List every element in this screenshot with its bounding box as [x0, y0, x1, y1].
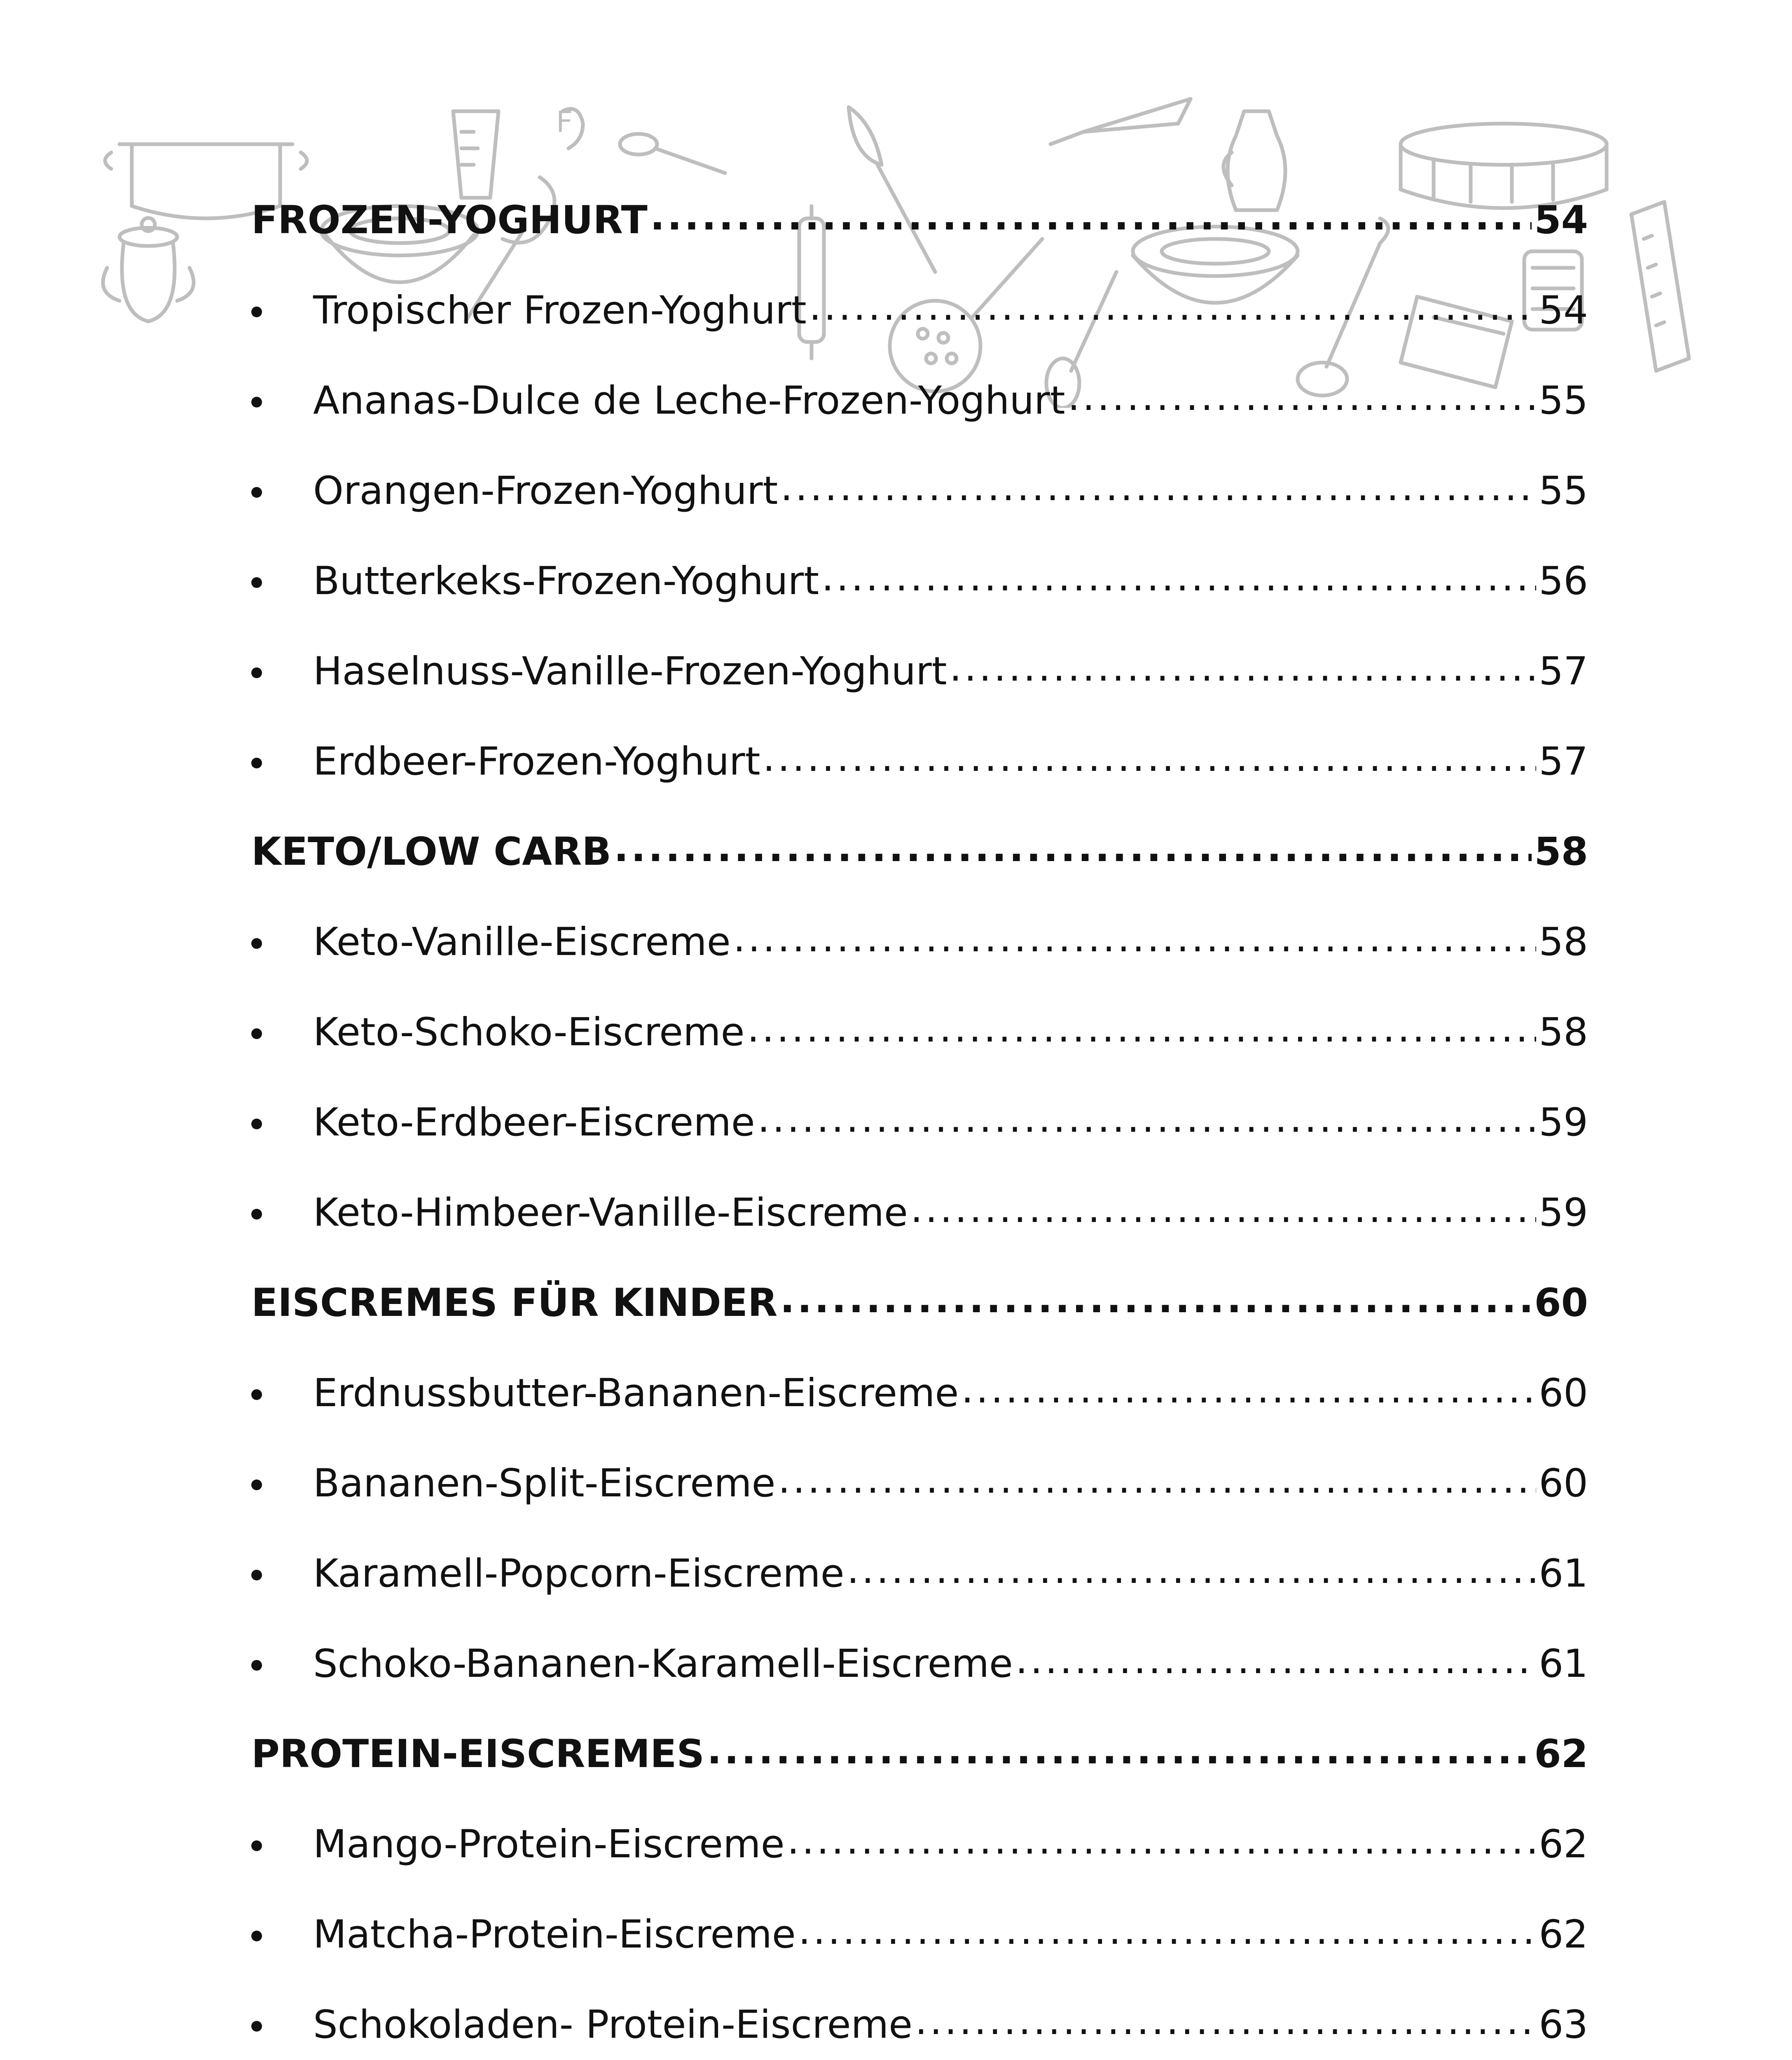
- bullet-icon: [251, 577, 262, 588]
- toc-page-number: 57: [1539, 648, 1588, 694]
- toc-page-number: 59: [1539, 1190, 1588, 1235]
- toc-page-number: 57: [1539, 739, 1588, 784]
- toc-page-number: 58: [1534, 829, 1588, 874]
- bullet-icon: [251, 1660, 262, 1671]
- toc-entry[interactable]: [251, 1348, 1588, 1438]
- bullet-icon: [251, 758, 262, 768]
- dot-leader: [915, 2004, 1536, 2046]
- grater-icon: [1631, 202, 1689, 371]
- toc-entry-title: Butterkeks-Frozen-Yoghurt: [313, 558, 819, 604]
- toc-entry[interactable]: [251, 536, 1588, 626]
- toc-entry[interactable]: [251, 1799, 1588, 1889]
- toc-page-number: 62: [1539, 1912, 1588, 1957]
- toc-entry-title: Bananen-Split-Eiscreme: [313, 1461, 776, 1506]
- toc-page-number: 56: [1539, 558, 1588, 604]
- bullet-icon: [251, 667, 262, 678]
- toc-entry[interactable]: [251, 1529, 1588, 1619]
- toc-entry[interactable]: [251, 1438, 1588, 1529]
- toc-entry-title: Erdbeer-Frozen-Yoghurt: [313, 739, 760, 784]
- knife-icon: [1050, 99, 1191, 144]
- bullet-icon: [251, 1389, 262, 1400]
- toc-entry-title: Orangen-Frozen-Yoghurt: [313, 468, 778, 513]
- dot-leader: [780, 471, 1536, 512]
- dot-leader: [961, 1373, 1536, 1414]
- toc-entry[interactable]: [251, 265, 1588, 356]
- toc-section-heading[interactable]: [251, 175, 1588, 265]
- toc-entry-title: Schoko-Bananen-Karamell-Eiscreme: [313, 1641, 1013, 1686]
- bullet-icon: [251, 1570, 262, 1580]
- dot-leader: [821, 561, 1536, 602]
- toc-entry-title: Keto-Erdbeer-Eiscreme: [313, 1100, 755, 1145]
- dot-leader: [780, 1283, 1532, 1324]
- dot-leader: [798, 1914, 1537, 1955]
- toc-page-number: 58: [1539, 1009, 1588, 1055]
- toc-section-heading[interactable]: [251, 807, 1588, 897]
- bullet-icon: [251, 2021, 262, 2032]
- toc-entry-title: Mango-Protein-Eiscreme: [313, 1821, 785, 1867]
- toc-entry[interactable]: [251, 446, 1588, 536]
- toc-page-number: 61: [1539, 1641, 1588, 1686]
- bullet-icon: [251, 1931, 262, 1941]
- toc-page-number: 60: [1534, 1280, 1588, 1325]
- toc-entry[interactable]: [251, 1889, 1588, 1980]
- dot-leader: [763, 741, 1537, 782]
- toc-page-number: 63: [1539, 2002, 1588, 2047]
- toc-page-number: 60: [1539, 1370, 1588, 1416]
- sugar-bowl-icon: [103, 218, 194, 321]
- toc-entry[interactable]: [251, 987, 1588, 1077]
- dot-leader: [809, 290, 1537, 331]
- bullet-icon: [251, 487, 262, 498]
- bullet-icon: [251, 307, 262, 317]
- dot-leader: [758, 1102, 1537, 1143]
- dot-leader: [650, 200, 1532, 241]
- toc-entry[interactable]: [251, 356, 1588, 446]
- bullet-icon: [251, 1479, 262, 1490]
- toc-page-number: 62: [1534, 1731, 1588, 1777]
- toc-page-number: 59: [1539, 1100, 1588, 1145]
- toc-entry-title: EISCREMES FÜR KINDER: [251, 1280, 778, 1325]
- toc-entry-title: Karamell-Popcorn-Eiscreme: [313, 1551, 845, 1596]
- bullet-icon: [251, 1028, 262, 1039]
- dot-leader: [747, 1012, 1537, 1053]
- toc-entry[interactable]: [251, 897, 1588, 987]
- dot-leader: [707, 1734, 1532, 1775]
- toc-entry-title: FROZEN-YOGHURT: [251, 197, 648, 243]
- dot-leader: [950, 651, 1537, 692]
- toc-entry[interactable]: [251, 1980, 1588, 2060]
- dot-leader: [847, 1553, 1537, 1594]
- toc-entry[interactable]: [251, 1077, 1588, 1168]
- toc-entry[interactable]: [251, 626, 1588, 716]
- toc-page-number: 58: [1539, 919, 1588, 964]
- dot-leader: [1068, 380, 1537, 421]
- dot-leader: [910, 1192, 1537, 1234]
- toc-page-number: 62: [1539, 1821, 1588, 1867]
- toc-page-number: 60: [1539, 1461, 1588, 1506]
- toc-entry-title: Schokoladen- Protein-Eiscreme: [313, 2002, 913, 2047]
- toc-entry-title: Haselnuss-Vanille-Frozen-Yoghurt: [313, 648, 947, 694]
- dot-leader: [733, 922, 1537, 963]
- bullet-icon: [251, 938, 262, 949]
- toc-entry-title: PROTEIN-EISCREMES: [251, 1731, 705, 1777]
- toc-page-number: 55: [1539, 468, 1588, 513]
- svg-text:F: F: [556, 105, 573, 139]
- toc-entry-title: Erdnussbutter-Bananen-Eiscreme: [313, 1370, 959, 1416]
- toc-entry[interactable]: [251, 1619, 1588, 1709]
- toc-section-heading[interactable]: [251, 1258, 1588, 1348]
- thermometer-icon: [556, 105, 583, 148]
- bullet-icon: [251, 397, 262, 407]
- toc-page-number: 61: [1539, 1551, 1588, 1596]
- bullet-icon: [251, 1119, 262, 1129]
- toc-entry-title: Keto-Himbeer-Vanille-Eiscreme: [313, 1190, 908, 1235]
- toc-entry-title: Ananas-Dulce de Leche-Frozen-Yoghurt: [313, 378, 1065, 423]
- toc-entry-title: Matcha-Protein-Eiscreme: [313, 1912, 796, 1957]
- toc-page-number: 54: [1534, 197, 1588, 243]
- toc-entry[interactable]: [251, 716, 1588, 807]
- dot-leader: [778, 1463, 1537, 1504]
- toc-entry-title: Keto-Vanille-Eiscreme: [313, 919, 731, 964]
- dot-leader: [1015, 1643, 1536, 1685]
- table-of-contents: [251, 175, 1588, 2060]
- dot-leader: [787, 1824, 1537, 1865]
- spoon-icon: [620, 134, 725, 173]
- toc-page-number: 55: [1539, 378, 1588, 423]
- toc-page-number: 54: [1539, 288, 1588, 333]
- dot-leader: [614, 831, 1532, 873]
- toc-entry[interactable]: [251, 1168, 1588, 1258]
- toc-entry-title: Keto-Schoko-Eiscreme: [313, 1009, 745, 1055]
- bullet-icon: [251, 1209, 262, 1220]
- toc-entry-title: Tropischer Frozen-Yoghurt: [313, 288, 807, 333]
- toc-section-heading[interactable]: [251, 1709, 1588, 1799]
- toc-entry-title: KETO/LOW CARB: [251, 829, 612, 874]
- bullet-icon: [251, 1840, 262, 1851]
